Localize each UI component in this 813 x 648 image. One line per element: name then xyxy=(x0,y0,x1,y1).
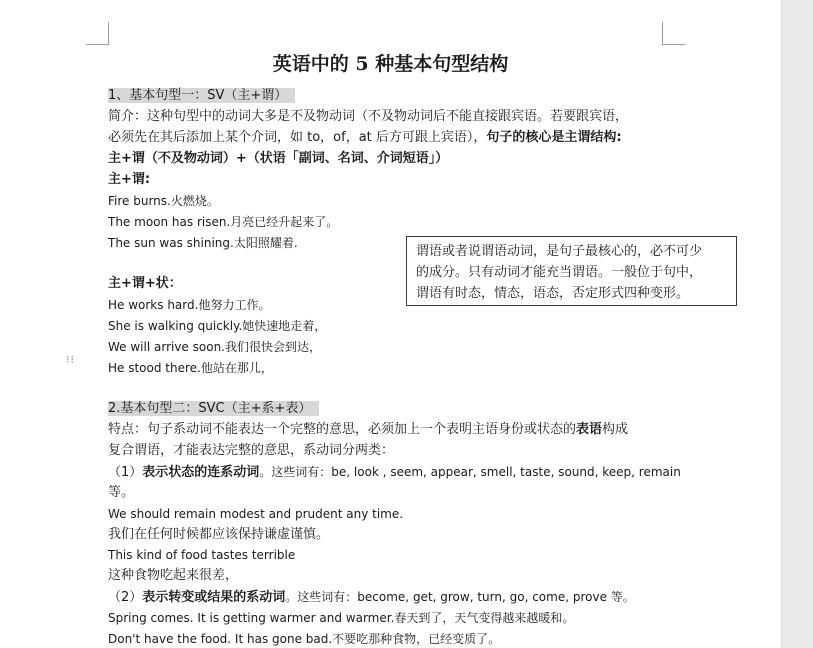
section2-example: Don't have the food. It has gone bad.不要吃那种食物，已经变质了。 xyxy=(108,632,501,646)
section2-category1: （1）表示状态的连系动词。这些词有：be, look , seem, appear, smell, taste, sound, keep, remain xyxy=(108,465,681,480)
section2-example: Spring comes. It is getting warmer and warmer.春天到了，天气变得越来越暖和。 xyxy=(108,611,575,625)
section2-feature-line1: 特点：句子系动词不能表达一个完整的意思，必须加上一个表明主语身份或状态的表语构成 xyxy=(108,422,629,437)
page-corner-mark-top-left xyxy=(86,22,109,45)
section1-formula: 主+谓（不及物动词）+（状语「副词、名词、介词短语」） xyxy=(108,151,449,166)
section1-example: She is walking quickly.她快速地走着， xyxy=(108,319,327,333)
section1-example: The sun was shining.太阳照耀着. xyxy=(108,236,298,250)
section1-intro-line2: 必须先在其后添加上某个介词，如 to，of，at 后方可跟上宾语），句子的核心是主谓结构: xyxy=(108,130,622,145)
section1-example: He stood there.他站在那儿， xyxy=(108,361,273,375)
section2-heading: 2.基本句型二：SVC（主+系+表） xyxy=(108,400,319,418)
section2-category2: （2）表示转变或结果的系动词。这些词有：become, get, grow, turn, go, come, prove 等。 xyxy=(108,590,635,605)
section2-example-translation: 这种食物吃起来很差， xyxy=(108,568,239,583)
note-line: 的成分。只有动词才能充当谓语。一般位于句中， xyxy=(416,265,703,280)
page-corner-mark-top-right xyxy=(662,22,685,45)
section2-feature-line2: 复合谓语，才能表达完整的意思，系动词分两类： xyxy=(108,443,395,458)
section1-sub-heading-sv: 主+谓: xyxy=(108,172,151,187)
document-title: 英语中的 5 种基本句型结构 xyxy=(272,53,509,75)
note-line: 谓语或者说谓语动词，是句子最核心的，必不可少 xyxy=(416,244,703,259)
section1-example: The moon has risen.月亮已经升起来了。 xyxy=(108,215,339,229)
section1-intro-line1: 简介：这种句型中的动词大多是不及物动词（不及物动词后不能直接跟宾语。若要跟宾语， xyxy=(108,109,629,124)
note-line: 谓语有时态，情态，语态，否定形式四种变形。 xyxy=(416,286,690,301)
section1-example: He works hard.他努力工作。 xyxy=(108,298,271,312)
section1-sub-heading-sva: 主+谓+状： xyxy=(108,276,182,291)
section1-example: We will arrive soon.我们很快会到达， xyxy=(108,340,321,354)
section2-example-translation: 我们在任何时候都应该保持谦虚谨慎。 xyxy=(108,527,330,542)
scrollbar-gutter[interactable] xyxy=(781,0,813,648)
note-text-box[interactable] xyxy=(406,236,737,306)
section1-example: Fire burns.火燃烧。 xyxy=(108,194,219,208)
section2-example: We should remain modest and prudent any time. xyxy=(108,507,404,521)
section2-category1-end: 等。 xyxy=(108,485,135,500)
section1-heading: 1、基本句型一：SV（主+谓） xyxy=(108,87,295,105)
drag-handle-icon[interactable]: ⁝⁝ xyxy=(66,353,75,366)
section2-example: This kind of food tastes terrible xyxy=(108,548,296,562)
